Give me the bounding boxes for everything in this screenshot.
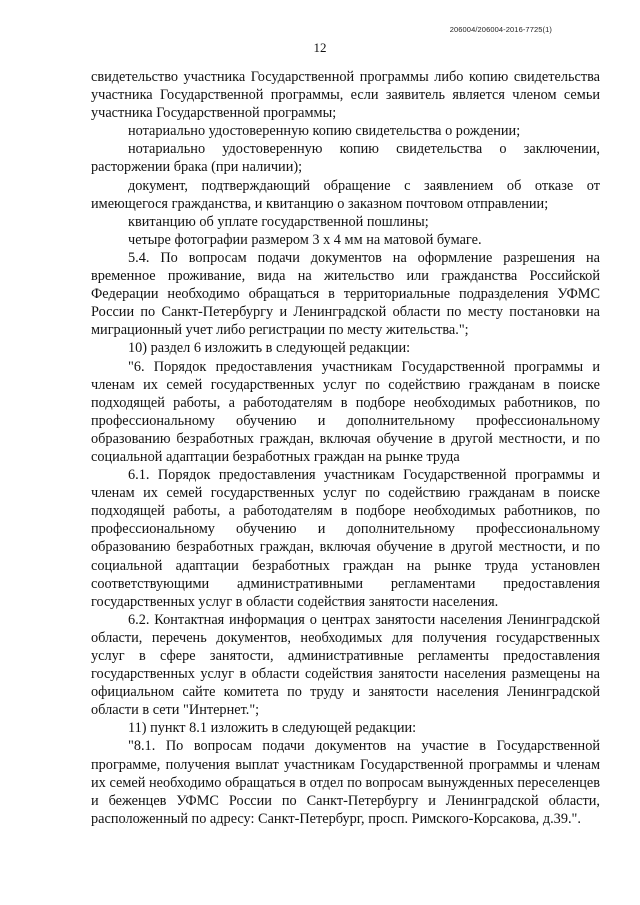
paragraph-citizenship-renunciation: документ, подтверждающий обращение с заявлением об отказе от имеющегося гражданства, и квитанцию о заказном почтовом отправлении; — [91, 177, 600, 212]
paragraph-photographs: четыре фотографии размером 3 х 4 мм на матовой бумаге. — [128, 231, 482, 248]
paragraph-marriage-certificate: нотариально удостоверенную копию свидетельства о заключении, расторжении брака (при наличии); — [91, 141, 600, 176]
paragraph-section-6-title: "6. Порядок предоставления участникам Государственной программы и членам их семей государственных услуг по содействию гражданам в поиске подходящей работы, а работодателям в подборе необходимых работников, по профессиональному обучению и дополнительному профессиональному образованию безработных граждан, включая обучение в другой местности, и по социальной адаптации безработных граждан на рынке труда — [91, 358, 600, 465]
paragraph-8-1: "8.1. По вопросам подачи документов на участие в Государственной программе, получения выплат участникам Государственной программы и членам их семей необходимо обращаться в отдел по вопросам вынужденных переселенцев и беженцев УФМС России по Санкт-Петербургу и Ленинградской области, расположенный по адресу: Санкт-Петербург, просп. Римского-Корсакова, д.39.". — [91, 738, 600, 827]
paragraph-6-2: 6.2. Контактная информация о центрах занятости населения Ленинградской области, перечень документов, необходимых для получения государственных услуг в сфере занятости, административные регламенты предоставления государственных услуг в области содействия занятости населения размещены на официальном сайте комитета по труду и занятости населения Ленинградской области в сети "Интернет."; — [91, 611, 600, 719]
page-number: 12 — [313, 40, 327, 55]
paragraph-5-4: 5.4. По вопросам подачи документов на оформление разрешения на временное проживание, вида на жительство или гражданства Российской Федерации необходимо обращаться в территориальные подразделения УФМС России по Санкт-Петербургу и Ленинградской области по месту постановки на миграционный учет либо регистрации по месту жительства."; — [91, 249, 600, 339]
paragraph-certificate-participant: свидетельство участника Государственной программы либо копию свидетельства участника Государственной программы, если заявитель является членом семьи участника Государственной программы; — [91, 69, 600, 122]
paragraph-6-1: 6.1. Порядок предоставления участникам Государственной программы и членам их семей государственных услуг по содействию гражданам в поиске подходящей работы, а работодателям в подборе необходимых работников, по профессиональному обучению и дополнительному профессиональному образованию безработных граждан, включая обучение в другой местности, и по социальной адаптации безработных граждан на рынке труда установлен соответствующими административными регламентами предоставления государственных услуг в области содействия занятости населения. — [91, 467, 600, 610]
document-id: 206004/206004-2016-7725(1) — [449, 25, 552, 34]
document-body — [91, 68, 600, 828]
paragraph-state-fee-receipt: квитанцию об уплате государственной пошлины; — [128, 213, 429, 230]
paragraph-amendment-11: 11) пункт 8.1 изложить в следующей редакции: — [128, 720, 417, 737]
paragraph-birth-certificate: нотариально удостоверенную копию свидетельства о рождении; — [128, 123, 521, 140]
paragraph-amendment-10: 10) раздел 6 изложить в следующей редакции: — [128, 340, 411, 357]
